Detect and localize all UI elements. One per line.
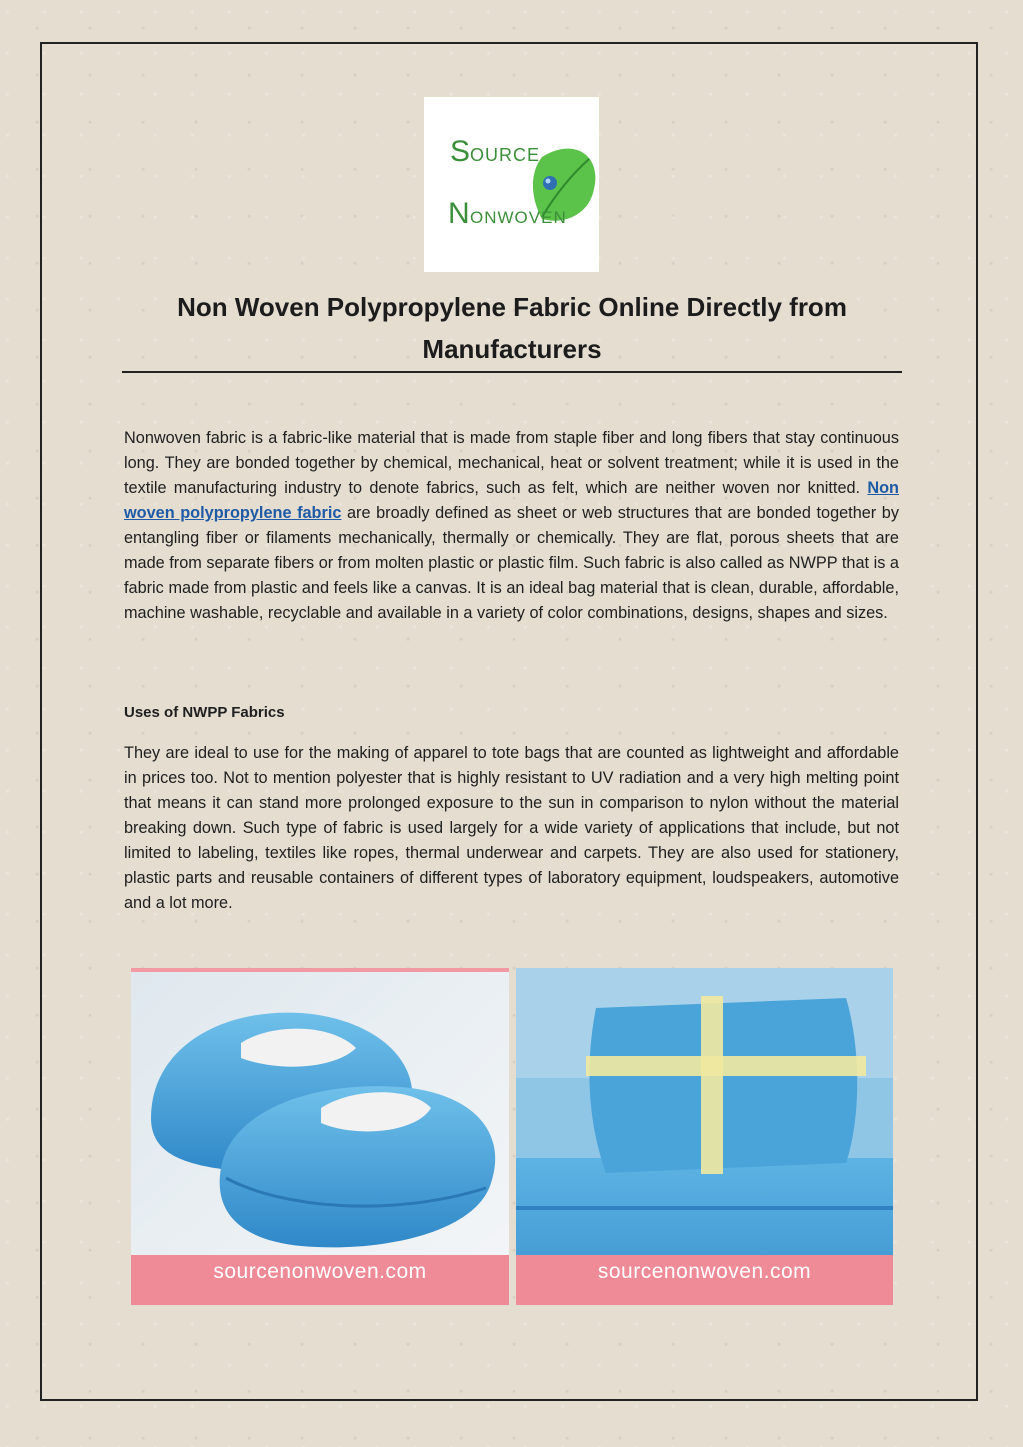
title-line-2: Manufacturers — [422, 334, 602, 364]
nwpp-fabric-link[interactable]: Non woven polypropylene fabric — [124, 479, 899, 522]
source-nonwoven-logo — [424, 97, 599, 272]
title-line-1: Non Woven Polypropylene Fabric Online Directly from — [177, 292, 847, 322]
image-caption: sourcenonwoven.com — [131, 1255, 509, 1305]
intro-text-end: are broadly defined as sheet or web structures that are bonded together by entangling fiber or filaments mechanically, thermally or chemically. They are flat, porous sheets that are made from separate fibers or from molten plastic or plastic film. Such fabric is also called as NWPP that is a fabric made from plastic and feels like a canvas. It is an ideal bag material that is clean, durable, affordable, machine washable, recyclable and available in a variety of color combinations, designs, shapes and sizes. — [124, 504, 899, 622]
title-divider — [122, 371, 902, 373]
fabric-bundle-image — [516, 968, 893, 1305]
image-caption: sourcenonwoven.com — [516, 1255, 893, 1305]
logo-icon — [424, 97, 599, 272]
shoe-cover-image — [131, 968, 509, 1305]
svg-text:N: N — [448, 197, 470, 230]
page-title — [122, 286, 902, 370]
uses-heading: Uses of NWPP Fabrics — [124, 704, 285, 721]
svg-text:S: S — [450, 135, 471, 168]
intro-text-start: Nonwoven fabric is a fabric-like material that is made from staple fiber and long fibers that stay continuous long. They are bonded together by chemical, mechanical, heat or solvent treatment; while it is used in the textile manufacturing industry to denote fabrics, such as felt, which are neither woven nor knitted. — [124, 429, 899, 497]
intro-paragraph — [124, 426, 899, 626]
uses-paragraph: They are ideal to use for the making of apparel to tote bags that are counted as lightweight and affordable in prices too. Not to mention polyester that is highly resistant to UV radiation and a very high melting point that means it can stand more prolonged exposure to the sun in comparison to nylon without the material breaking down. Such type of fabric is used largely for a wide variety of applications that include, but not limited to labeling, textiles like ropes, thermal underwear and carpets. They are also used for stationery, plastic parts and reusable containers of different types of laboratory equipment, loudspeakers, automotive and a lot more. — [124, 744, 899, 912]
svg-text:ONWOVEN: ONWOVEN — [470, 208, 567, 227]
svg-text:OURCE: OURCE — [470, 145, 541, 165]
